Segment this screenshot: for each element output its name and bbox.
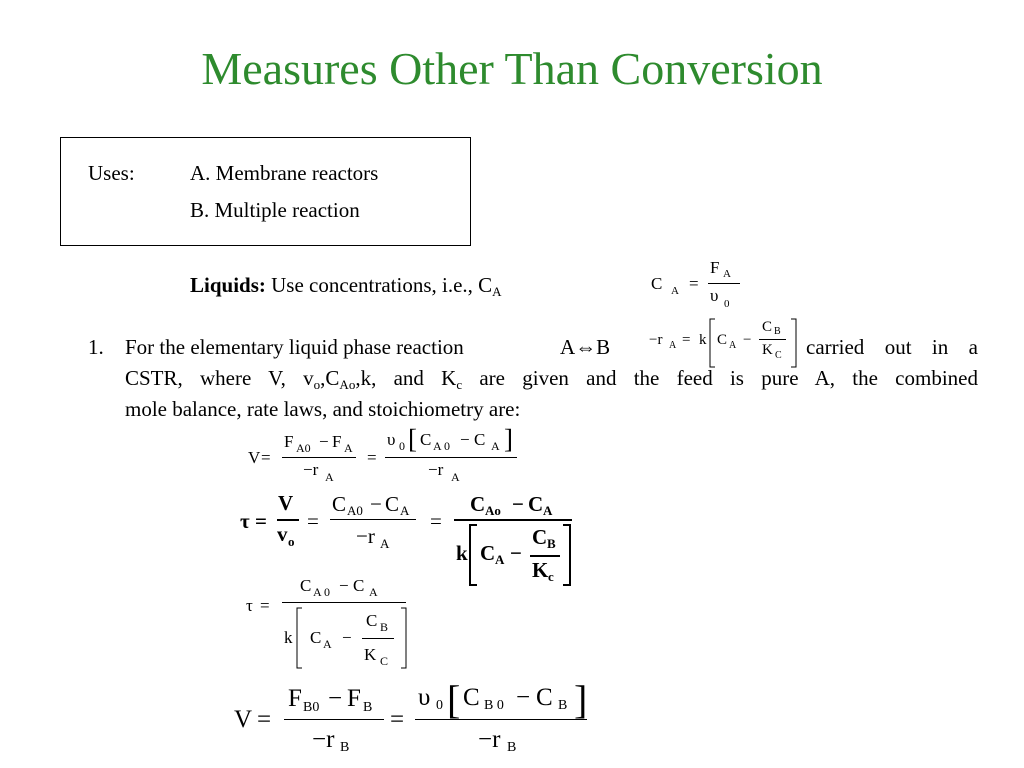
eqt-v: V — [278, 491, 294, 515]
eq-rate-eq: = — [682, 332, 691, 348]
eqb-upsilon: υ — [418, 684, 431, 711]
eq-cstr-volume-b — [232, 677, 592, 766]
eqt2-tau: τ — [246, 596, 253, 615]
eqb-cb: B — [558, 698, 568, 713]
item1-line3: mole balance, rate laws, and stoichiometry are: — [125, 397, 521, 421]
eqb-zero: 0 — [436, 698, 443, 713]
eqv-a0: A0 — [296, 441, 311, 455]
uses-item-a: A. Membrane reactors — [190, 161, 379, 185]
eq-rate-c: C — [717, 332, 728, 348]
eqb-rb: ] — [574, 677, 588, 722]
eqt2-cb-c: C — [366, 611, 378, 630]
eqv-f2: F — [332, 432, 342, 451]
liquids-text: Use concentrations, i.e., C — [271, 273, 493, 297]
eqt-cb-b: B — [547, 536, 556, 551]
item1-line2 — [125, 366, 978, 391]
eqv-negr2: −r — [428, 460, 444, 479]
eqv-minus1: − — [319, 432, 329, 451]
eq-ca-a: A — [671, 285, 679, 297]
eq-cstr-volume-a — [240, 426, 530, 486]
eqb-rb1: B — [340, 740, 350, 755]
eqt2-ca: A — [369, 585, 378, 599]
eqb-b0: B0 — [303, 700, 320, 715]
eq-rate-kc-k: K — [762, 342, 773, 358]
eqt-k: k — [456, 541, 468, 565]
eqt-ra: A — [380, 536, 390, 551]
eqv-negr1: −r — [303, 460, 319, 479]
eq-rate-cb-c: C — [762, 319, 773, 335]
eqt2-c3: C — [310, 628, 322, 647]
eqv-fa: A — [344, 441, 353, 455]
item1-line2-c: ,C — [320, 366, 340, 390]
eq-ca-eq: = — [689, 274, 699, 293]
eqt2-k: k — [284, 628, 293, 647]
eqv-eq1: = — [261, 448, 271, 467]
eqt-negr: −r — [356, 524, 375, 548]
eqt2-bar1 — [282, 602, 406, 603]
item1-line2-sub-ao: Ao — [339, 376, 356, 392]
eqb-minus1: − — [328, 685, 343, 712]
eqt2-rbracket — [400, 607, 408, 669]
eqt-rbracket — [562, 524, 572, 586]
eqt-c4: C — [528, 492, 544, 516]
item1-line2-sub-c: c — [456, 376, 463, 392]
item1-line2-a: CSTR, where V, v — [125, 366, 314, 390]
eqb-bar2 — [415, 719, 587, 720]
eqt-lbracket — [468, 524, 478, 586]
eq-rate-ca: A — [729, 340, 737, 351]
liquids-line — [190, 273, 502, 298]
eqt-ca3: A — [495, 552, 505, 567]
eqt-kc-k: K — [532, 558, 549, 582]
eq-rate-rbracket — [790, 318, 798, 368]
eqt2-c1: C — [300, 576, 312, 595]
reaction-left: A — [560, 335, 576, 359]
eqv-rb: ] — [504, 424, 513, 454]
eqb-eq2: = — [390, 706, 405, 733]
uses-item-b: B. Multiple reaction — [190, 198, 360, 222]
eqt2-kc-k: K — [364, 645, 377, 664]
eqt-bar2 — [330, 519, 416, 520]
item1-number: 1. — [88, 335, 104, 359]
eqv-ra1: A — [325, 470, 334, 484]
eqb-c2: C — [536, 684, 553, 711]
eqv-f1: F — [284, 432, 294, 451]
eqv-ca0: A 0 — [433, 439, 451, 453]
uses-label: Uses: — [88, 161, 135, 185]
eqv-ra2: A — [451, 470, 460, 484]
eq-rate-minus: − — [743, 332, 752, 348]
eqb-rb2: B — [507, 740, 517, 755]
eqt-minus1: − — [370, 492, 382, 516]
eq-ca-fa: A — [723, 268, 731, 280]
eq-rate-k: k — [699, 332, 707, 348]
eqt-tau: τ — [240, 509, 250, 533]
eqt-eq3: = — [430, 509, 442, 533]
eq-ca-bar — [708, 283, 740, 284]
eqt-ca0: A0 — [347, 503, 363, 518]
eqt-kc-c: c — [548, 569, 554, 584]
eqt-cb-c: C — [532, 525, 548, 549]
eqt2-minus1: − — [339, 576, 349, 595]
eqt-vo: v — [277, 522, 288, 546]
eqt2-ca2: A — [323, 637, 332, 651]
item1-line1-end: carried out in a — [806, 335, 978, 359]
item1-line2-sub-o: o — [313, 376, 321, 392]
eqt-eq1: = — [255, 509, 267, 533]
eqt2-minus2: − — [342, 628, 352, 647]
eqv-ca: A — [491, 439, 500, 453]
eqt-eq2: = — [307, 509, 319, 533]
eqb-fb: B — [363, 700, 373, 715]
eqb-minus2: − — [516, 684, 531, 711]
eq-rate-bar — [759, 339, 786, 340]
eqb-lb: [ — [447, 677, 461, 722]
reaction-right: B — [596, 335, 611, 359]
eqv-c2: C — [474, 430, 486, 449]
eq-rate-law — [649, 318, 804, 370]
eqt2-bar2 — [362, 638, 394, 639]
eqt-c3: C — [470, 492, 486, 516]
eqb-bar1 — [284, 719, 384, 720]
eqb-negr2: −r — [478, 726, 501, 753]
eqt2-c2: C — [353, 576, 365, 595]
eqt-ca: A — [400, 503, 410, 518]
eqv-eq2: = — [367, 448, 377, 467]
eqt-c1: C — [332, 492, 347, 516]
eqt2-kc-c: C — [380, 654, 389, 668]
eqv-c1: C — [420, 430, 432, 449]
reaction-a-b — [560, 335, 610, 360]
eqt2-ca0: A 0 — [313, 585, 331, 599]
eqb-cb0: B 0 — [484, 698, 504, 713]
eqt2-cb-b: B — [380, 620, 389, 634]
eqb-c1: C — [463, 684, 480, 711]
eqv-lb: [ — [408, 424, 417, 454]
eq-ca-definition — [651, 258, 751, 318]
liquids-sub: A — [492, 283, 502, 299]
eqt-vo-sub: o — [288, 534, 295, 549]
eqb-eq1: = — [257, 706, 272, 733]
eq-ca-upsilon: υ — [710, 286, 719, 305]
eqb-negr1: −r — [312, 726, 335, 753]
page-title: Measures Other Than Conversion — [201, 43, 823, 94]
eqt-minus3: − — [510, 541, 522, 565]
eqt-c2: C — [385, 492, 400, 516]
liquids-label: Liquids: — [190, 273, 266, 297]
eqv-bar2 — [385, 457, 517, 458]
eq-rate-lbracket — [708, 318, 716, 368]
item1-line2-end: are given and the feed is pure A, the combined — [462, 366, 978, 390]
eqt-minus2: − — [512, 492, 524, 516]
eqt2-eq: = — [260, 596, 270, 615]
item1-line1-start: For the elementary liquid phase reaction — [125, 335, 464, 359]
eqb-f2: F — [347, 685, 361, 712]
eqv-bar1 — [282, 457, 356, 458]
eqb-v: V — [234, 706, 253, 733]
item1-line2-k: ,k, and K — [355, 366, 457, 390]
reaction-arrow: ⇔ — [575, 335, 597, 359]
eq-tau — [246, 574, 416, 674]
eq-ca-zero: 0 — [724, 298, 730, 310]
eqv-zero: 0 — [399, 439, 405, 453]
eqt-bar4 — [530, 555, 560, 557]
eqv-minus2: − — [460, 430, 470, 449]
eq-rate-negr: −r — [649, 332, 663, 348]
eqt-ca2: A — [543, 503, 553, 518]
eq-rate-kc-c: C — [775, 350, 782, 361]
eqt-bar1 — [277, 519, 299, 521]
eq-ca-c: C — [651, 274, 663, 293]
eqv-v: V — [248, 448, 261, 467]
eqt-bar3 — [454, 519, 572, 521]
eqb-f1: F — [288, 685, 302, 712]
eq-ca-f: F — [710, 258, 720, 277]
eqt2-lbracket — [295, 607, 303, 669]
eq-rate-cb-b: B — [774, 326, 781, 337]
eqt-c5: C — [480, 541, 496, 565]
eqv-upsilon: υ — [387, 430, 396, 449]
uses-box — [60, 137, 471, 246]
eq-rate-a: A — [669, 340, 677, 351]
eqt-cao: Ao — [485, 503, 501, 518]
